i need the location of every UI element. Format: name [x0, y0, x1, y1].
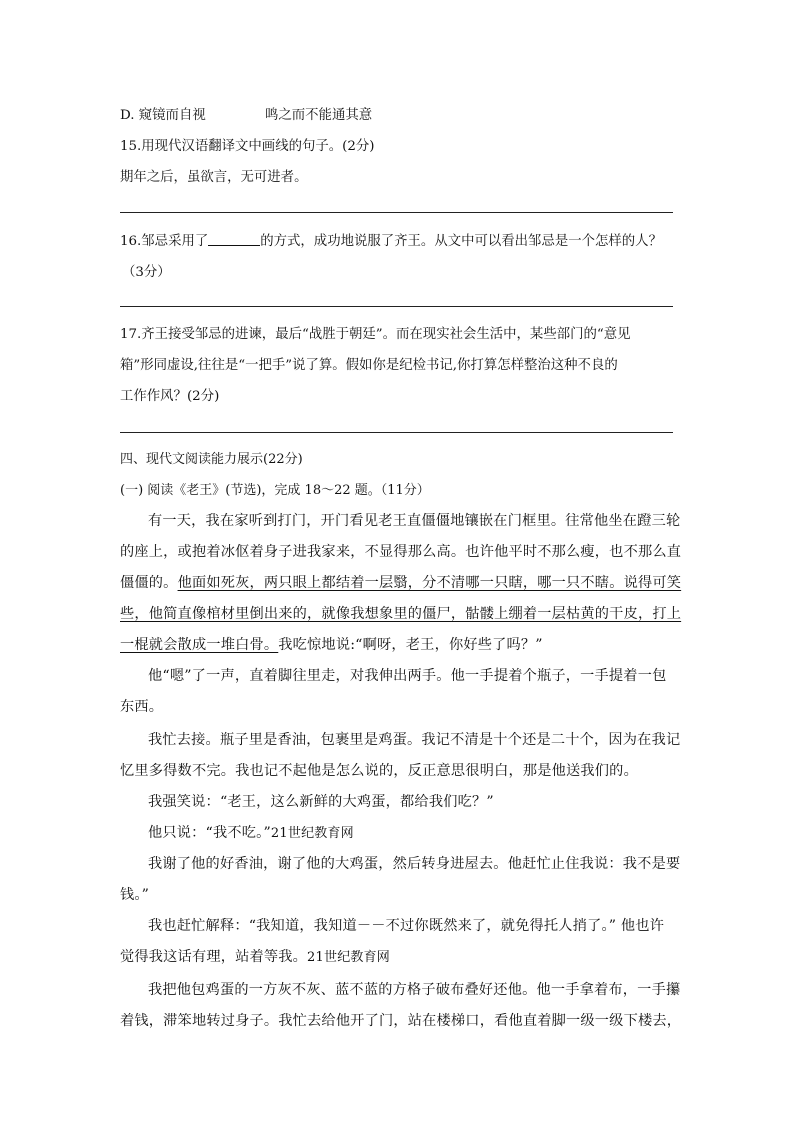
passage-line [120, 946, 390, 966]
passage-line: 有一天，我在家听到打门，开门看见老王直僵僵地镶嵌在门框里。往常他坐在蹬三轮 [148, 513, 681, 529]
q17-line-1: 17.齐王接受邹忌的进谏，最后“战胜于朝廷”。而在现实社会生活中，某些部门的“意见 [120, 327, 631, 342]
passage-line [120, 572, 681, 592]
passage-text: 觉得我这话有理，站着等我。 [120, 949, 308, 965]
q16-answer-line[interactable] [120, 306, 673, 307]
passage-line: 着钱，滞笨地转过身子。我忙去给他开了门，站在楼梯口，看他直着脚一级一级下楼去， [120, 1013, 682, 1029]
passage-line: 钱。” [120, 887, 150, 903]
section-4-title: 四、现代文阅读能力展示(22分) [120, 452, 303, 467]
underlined-sentence: 一棍就会散成一堆白骨。 [120, 637, 279, 653]
q16-score: （3分） [122, 265, 171, 280]
q16-suffix: 的方式，成功地说服了齐王。从文中可以看出邹忌是一个怎样的人？ [260, 234, 662, 249]
option-d-right: 鸣之而不能通其意 [265, 108, 373, 123]
q17-line-3: 工作作风？(2分) [120, 389, 220, 404]
watermark-text: 21世纪教育网 [270, 826, 354, 841]
passage-line: 他“嗯”了一声，直着脚往里走，对我伸出两手。他一手提着个瓶子，一手提着一包 [148, 668, 667, 684]
q15-answer-line[interactable] [120, 212, 673, 213]
passage-line: 我谢了他的好香油，谢了他的大鸡蛋，然后转身进屋去。他赶忙止住我说：我不是要 [148, 856, 681, 872]
watermark-text: 21世纪教育网 [307, 950, 390, 965]
q17-line-2: 箱”形同虚设,往往是“一把手”说了算。假如你是纪检书记,你打算怎样整治这种不良的 [120, 358, 618, 373]
q15-sentence: 期年之后，虽欲言，无可进者。 [120, 170, 308, 185]
option-d-left: D. 窥镜而自视 [120, 108, 206, 123]
passage-line: 我强笑说：“老王，这么新鲜的大鸡蛋，都给我们吃？” [148, 794, 494, 810]
passage-line: 我把他包鸡蛋的一方灰不灰、蓝不蓝的方格子破布叠好还他。他一手拿着布，一手攥 [148, 982, 681, 998]
q16-fill-blank[interactable] [208, 233, 260, 246]
passage-text: 他只说：“我不吃。” [148, 825, 271, 841]
passage-line: 忆里多得数不完。我也记不起他是怎么说的，反正意思很明白，那是他送我们的。 [120, 763, 638, 779]
passage-line: 我也赶忙解释：“我知道，我知道－－不过你既然来了，就免得托人捎了。” 他也许 [148, 918, 665, 934]
q17-answer-line[interactable] [120, 432, 673, 433]
q16-prompt [120, 230, 662, 249]
passage-text: 我吃惊地说:“啊呀，老王，你好些了吗？” [278, 637, 543, 653]
passage-line: 的座上，或抱着冰伛着身子进我家来，不显得那么高。也许他平时不那么瘦，也不那么直 [120, 544, 682, 560]
underlined-sentence: 些，他简直像棺材里倒出来的，就像我想象里的僵尸，骷髅上绷着一层枯黄的干皮，打上 [120, 606, 682, 622]
passage-text: 僵僵的。 [120, 575, 178, 591]
passage-line: 东西。 [120, 699, 164, 715]
q16-prefix: 16.邹忌采用了 [120, 234, 209, 249]
section-4-subtitle: (一) 阅读《老王》(节选)，完成 18～22 题。（11分） [120, 483, 430, 498]
q15-prompt: 15.用现代汉语翻译文中画线的句子。(2分) [120, 139, 375, 154]
passage-line [120, 634, 543, 654]
passage-line [148, 822, 354, 842]
passage-line: 我忙去接。瓶子里是香油，包裹里是鸡蛋。我记不清是十个还是二十个，因为在我记 [148, 732, 681, 748]
underlined-sentence: 他面如死灰，两只眼上都结着一层翳，分不清哪一只瞎，哪一只不瞎。说得可笑 [177, 575, 682, 591]
